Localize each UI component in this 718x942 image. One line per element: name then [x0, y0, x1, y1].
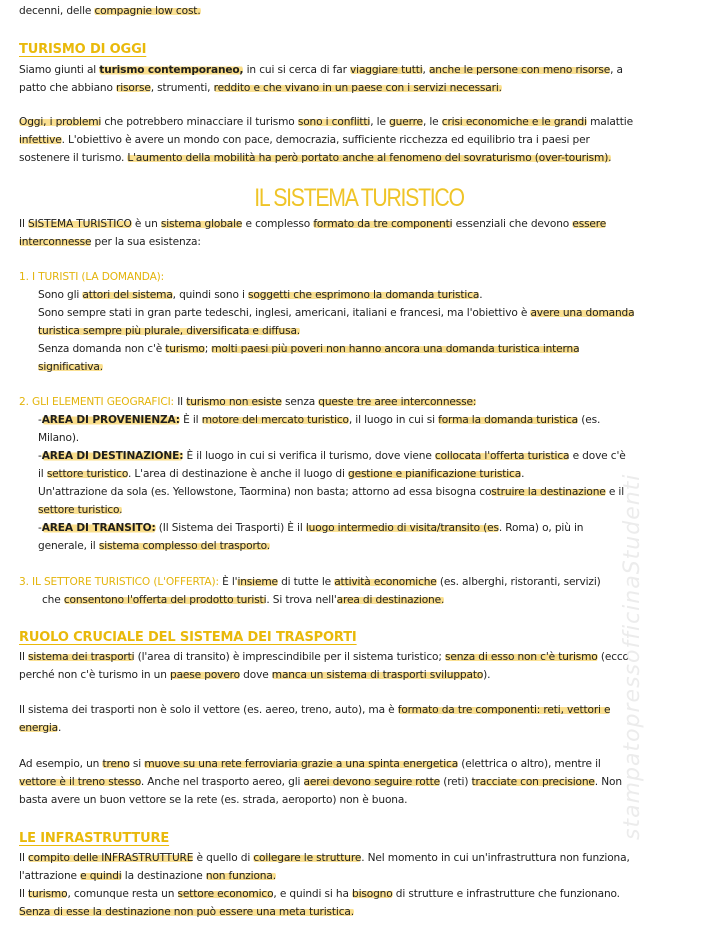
text-run: . L'area di destinazione è anche il luogo di	[128, 468, 348, 480]
highlighted-text: compagnie low cost.	[94, 5, 201, 17]
text-run: . Non	[594, 776, 622, 788]
text-line	[0, 322, 718, 340]
text-run: , a	[610, 64, 623, 76]
highlighted-text: sistema globale	[160, 218, 243, 230]
item-2-heading: 2. GLI ELEMENTI GEOGRAFICI:	[19, 396, 174, 408]
highlighted-text: aerei devono seguire rotte	[303, 776, 440, 788]
highlighted-text: compito delle INFRASTRUTTURE	[28, 852, 194, 864]
text-line	[0, 719, 718, 737]
text-run: è quello di	[193, 852, 254, 864]
text-run: . L'obiettivo è avere un mondo con pace, democrazia, sufficiente ricchezza ed equilibrio tra i paesi per	[61, 134, 590, 146]
text-run: che	[42, 594, 64, 606]
text-run: , le	[422, 116, 442, 128]
text-run: ;	[204, 343, 212, 355]
text-run: È il luogo in cui si verifica il turismo, dove viene	[183, 450, 435, 462]
text-run: -	[38, 450, 42, 462]
bold-highlighted-term: AREA DI DESTINAZIONE:	[41, 450, 184, 462]
highlighted-text: collocata l'offerta turistica	[434, 450, 570, 462]
highlighted-text: guerre	[389, 116, 423, 128]
text-line	[0, 131, 718, 149]
text-run: per la sua esistenza:	[91, 236, 201, 248]
text-run: e dove c'è	[569, 450, 626, 462]
text-run: Il sistema dei trasporti non è solo il vettore (es. aereo, treno, auto), ma è	[19, 704, 398, 716]
text-run: . Roma) o, più in	[498, 522, 584, 534]
text-line	[0, 666, 718, 684]
text-run: , e quindi si ha	[273, 888, 353, 900]
text-run: . Anche nel trasporto aereo, gli	[140, 776, 304, 788]
highlighted-text: vettore è il treno stesso	[19, 776, 141, 788]
highlighted-text: infettive	[19, 134, 62, 146]
item-2-heading-line	[0, 393, 718, 411]
trasporti-paragraph-2	[0, 701, 718, 737]
highlighted-text: formato da tre componenti	[313, 218, 453, 230]
highlighted-text: area di destinazione.	[336, 594, 445, 606]
text-line	[0, 885, 718, 903]
highlighted-text: molti paesi più poveri non hanno ancora una domanda turistica interna	[211, 343, 580, 355]
item-3-heading: 3. IL SETTORE TURISTICO (L'OFFERTA):	[19, 576, 219, 588]
text-line	[0, 591, 718, 609]
text-line	[0, 501, 718, 519]
bold-highlighted-term: AREA DI PROVENIENZA:	[41, 414, 180, 426]
highlighted-text: insieme	[237, 576, 278, 588]
text-run: che potrebbero minacciare il turismo	[101, 116, 298, 128]
highlighted-text: attori del sistema	[82, 289, 173, 301]
text-line	[0, 701, 718, 719]
highlighted-text: consentono l'offerta del prodotto turisti	[63, 594, 267, 606]
highlighted-text: Oggi, i problemi	[19, 116, 102, 128]
text-run: ).	[483, 669, 491, 681]
text-line	[0, 537, 718, 555]
text-run: .	[58, 722, 62, 734]
text-run: È l'	[218, 576, 238, 588]
text-run: , strumenti,	[150, 82, 214, 94]
text-line	[0, 447, 718, 465]
text-run: ,	[422, 64, 429, 76]
text-run: basta avere un buon vettore se la rete (es. strada, aeroporto) non è buona.	[19, 794, 408, 806]
text-run: .	[479, 289, 483, 301]
text-run: (l'area di transito) è imprescindibile per il sistema turistico;	[134, 651, 445, 663]
highlighted-text: essere	[572, 218, 607, 230]
turismo-oggi-paragraph-1	[0, 61, 718, 97]
text-run: (elettrica o altro), mentre il	[458, 758, 601, 770]
item-1-heading: 1. I TURISTI (LA DOMANDA):	[19, 271, 165, 283]
text-run: , comunque resta un	[67, 888, 178, 900]
highlighted-text: anche le persone con meno risorse	[428, 64, 611, 76]
highlighted-text: soggetti che esprimono la domanda turistica	[248, 289, 480, 301]
watermark-text: stampatopressofficinaStudenti	[620, 473, 645, 840]
highlighted-text: sistema complesso del trasporto.	[98, 540, 271, 552]
text-run: decenni, delle	[19, 5, 95, 17]
text-run: si	[129, 758, 145, 770]
text-run: Il	[19, 218, 28, 230]
text-line	[0, 519, 718, 537]
highlighted-text: queste tre aree interconnesse:	[318, 396, 477, 408]
text-run: . Nel momento in cui un'infrastruttura non funziona,	[361, 852, 630, 864]
text-run: e complesso	[242, 218, 314, 230]
highlighted-text: risorse	[116, 82, 151, 94]
text-run: dove	[239, 669, 272, 681]
text-line	[0, 429, 718, 447]
highlighted-text: bisogno	[352, 888, 393, 900]
text-line	[0, 483, 718, 501]
intro-paragraph	[0, 2, 718, 20]
text-run: -	[38, 522, 42, 534]
text-run: . Si trova nell'	[266, 594, 337, 606]
highlighted-text: settore turistico	[46, 468, 128, 480]
highlighted-text: e quindi	[80, 870, 122, 882]
text-run: È il	[179, 414, 202, 426]
highlighted-text: reddito e che vivano in un paese con i servizi necessari.	[213, 82, 502, 94]
turismo-oggi-paragraph-2	[0, 113, 718, 167]
text-run: , il luogo in cui si	[348, 414, 439, 426]
highlighted-text: crisi economiche e le grandi	[441, 116, 587, 128]
text-run: di strutture e infrastrutture che funzionano.	[392, 888, 620, 900]
text-run: (es. alberghi, ristoranti, servizi)	[436, 576, 601, 588]
text-line	[0, 79, 718, 97]
highlighted-text: struire la destinazione	[491, 486, 606, 498]
text-run: -	[38, 414, 42, 426]
text-run: essenziali che devono	[452, 218, 573, 230]
text-line	[0, 903, 718, 921]
highlighted-text: muove su una rete ferroviaria grazie a una spinta energetica	[144, 758, 459, 770]
item-3-heading-line	[0, 573, 718, 591]
text-run: Il	[19, 651, 28, 663]
highlighted-text: gestione e pianificazione turistica	[348, 468, 522, 480]
text-run: malattie	[586, 116, 633, 128]
text-run: Il	[19, 852, 28, 864]
highlighted-text: L'aumento della mobilità ha però portato anche al fenomeno del sovraturismo (over-tourism).	[127, 152, 612, 164]
item-3-heading-rest	[219, 576, 601, 588]
highlighted-text: avere una domanda	[530, 307, 635, 319]
text-line	[0, 791, 718, 809]
text-run: Ad esempio, un	[19, 758, 103, 770]
text-run: .	[521, 468, 525, 480]
highlighted-text: turismo	[28, 888, 68, 900]
text-run: l'attrazione	[19, 870, 81, 882]
highlighted-text: luogo intermedio di visita/transito (es	[305, 522, 499, 534]
trasporti-paragraph-1	[0, 648, 718, 684]
bold-highlighted-term: turismo contemporaneo,	[99, 64, 244, 76]
text-run: sostenere il turismo.	[19, 152, 128, 164]
text-run: Un'attrazione da sola (es. Yellowstone, Taormina) non basta; attorno ad essa bisogna co	[38, 486, 492, 498]
section-title-sistema-turistico: IL SISTEMA TURISTICO	[254, 184, 464, 212]
heading-ruolo-trasporti: RUOLO CRUCIALE DEL SISTEMA DEI TRASPORTI	[19, 630, 357, 645]
highlighted-text: turismo non esiste	[186, 396, 282, 408]
text-run: , quindi sono i	[172, 289, 249, 301]
item-1-body	[0, 286, 718, 376]
text-run: patto che abbiano	[19, 82, 117, 94]
highlighted-text: SISTEMA TURISTICO	[28, 218, 132, 230]
text-run: è un	[131, 218, 161, 230]
text-line	[0, 465, 718, 483]
highlighted-text: collegare le strutture	[253, 852, 362, 864]
text-run: e il	[605, 486, 625, 498]
highlighted-text: forma la domanda turistica	[438, 414, 579, 426]
text-line	[0, 340, 718, 358]
watermark	[612, 470, 652, 850]
highlighted-text: formato da tre componenti: reti, vettori e	[397, 704, 611, 716]
highlighted-text: turismo	[165, 343, 205, 355]
highlighted-text: interconnesse	[19, 236, 92, 248]
highlighted-text: viaggiare tutti	[350, 64, 423, 76]
highlighted-text: settore turistico.	[38, 504, 123, 516]
highlighted-text: sono i conflitti	[297, 116, 371, 128]
text-line	[0, 113, 718, 131]
highlighted-text: attività economiche	[334, 576, 437, 588]
sistema-intro-paragraph	[0, 215, 718, 251]
item-2-heading-rest	[174, 396, 476, 408]
text-line	[0, 755, 718, 773]
highlighted-text: treno	[102, 758, 130, 770]
text-line	[0, 304, 718, 322]
highlighted-text: senza di esso non c'è turismo	[444, 651, 598, 663]
text-run: generale, il	[38, 540, 99, 552]
highlighted-text: tracciate con precisione	[471, 776, 595, 788]
text-line	[0, 2, 718, 20]
text-run: di tutte le	[277, 576, 335, 588]
item-3-body	[0, 591, 718, 609]
highlighted-text: settore economico	[177, 888, 274, 900]
text-run: perché non c'è turismo in un	[19, 669, 171, 681]
text-run: Senza domanda non c'è	[38, 343, 166, 355]
text-run: Il	[19, 888, 28, 900]
highlighted-text: non funziona.	[205, 870, 276, 882]
text-line	[0, 286, 718, 304]
text-run: in cui si cerca di far	[243, 64, 351, 76]
highlighted-text: manca un sistema di trasporti sviluppato	[271, 669, 484, 681]
text-run: (es.	[578, 414, 601, 426]
highlighted-text: significativa.	[38, 361, 103, 373]
text-line	[0, 411, 718, 429]
text-run: Sono sempre stati in gran parte tedeschi, inglesi, americani, italiani e francesi, ma l'obiettivo è	[38, 307, 531, 319]
text-run: (ecco	[597, 651, 629, 663]
highlighted-text: paese povero	[170, 669, 240, 681]
text-run: il	[38, 468, 47, 480]
text-run: , le	[370, 116, 390, 128]
heading-turismo-di-oggi: TURISMO DI OGGI	[19, 42, 147, 57]
item-2-body	[0, 411, 718, 555]
highlighted-text: turistica sempre più plurale, diversificata e diffusa.	[38, 325, 301, 337]
text-run: (reti)	[440, 776, 472, 788]
infrastrutture-paragraph	[0, 849, 718, 921]
text-line	[0, 648, 718, 666]
text-line	[0, 149, 718, 167]
text-run: senza	[281, 396, 319, 408]
text-run: Il	[173, 396, 187, 408]
text-run: la destinazione	[121, 870, 206, 882]
trasporti-paragraph-3	[0, 755, 718, 809]
highlighted-text: Senza di esse la destinazione non può essere una meta turistica.	[19, 906, 354, 918]
text-line	[0, 773, 718, 791]
highlighted-text: sistema dei trasporti	[28, 651, 135, 663]
text-line	[0, 358, 718, 376]
heading-infrastrutture: LE INFRASTRUTTURE	[19, 831, 170, 846]
text-run: (Il Sistema dei Trasporti) È il	[155, 522, 306, 534]
highlighted-text: motore del mercato turistico	[201, 414, 349, 426]
bold-highlighted-term: AREA DI TRANSITO:	[41, 522, 156, 534]
highlighted-text: energia	[19, 722, 59, 734]
text-run: Siamo giunti al	[19, 64, 100, 76]
text-line	[0, 849, 718, 867]
text-line	[0, 233, 718, 251]
text-line	[0, 215, 718, 233]
text-line	[0, 61, 718, 79]
text-run: Sono gli	[38, 289, 83, 301]
text-line	[0, 867, 718, 885]
text-run: Milano).	[38, 432, 80, 444]
